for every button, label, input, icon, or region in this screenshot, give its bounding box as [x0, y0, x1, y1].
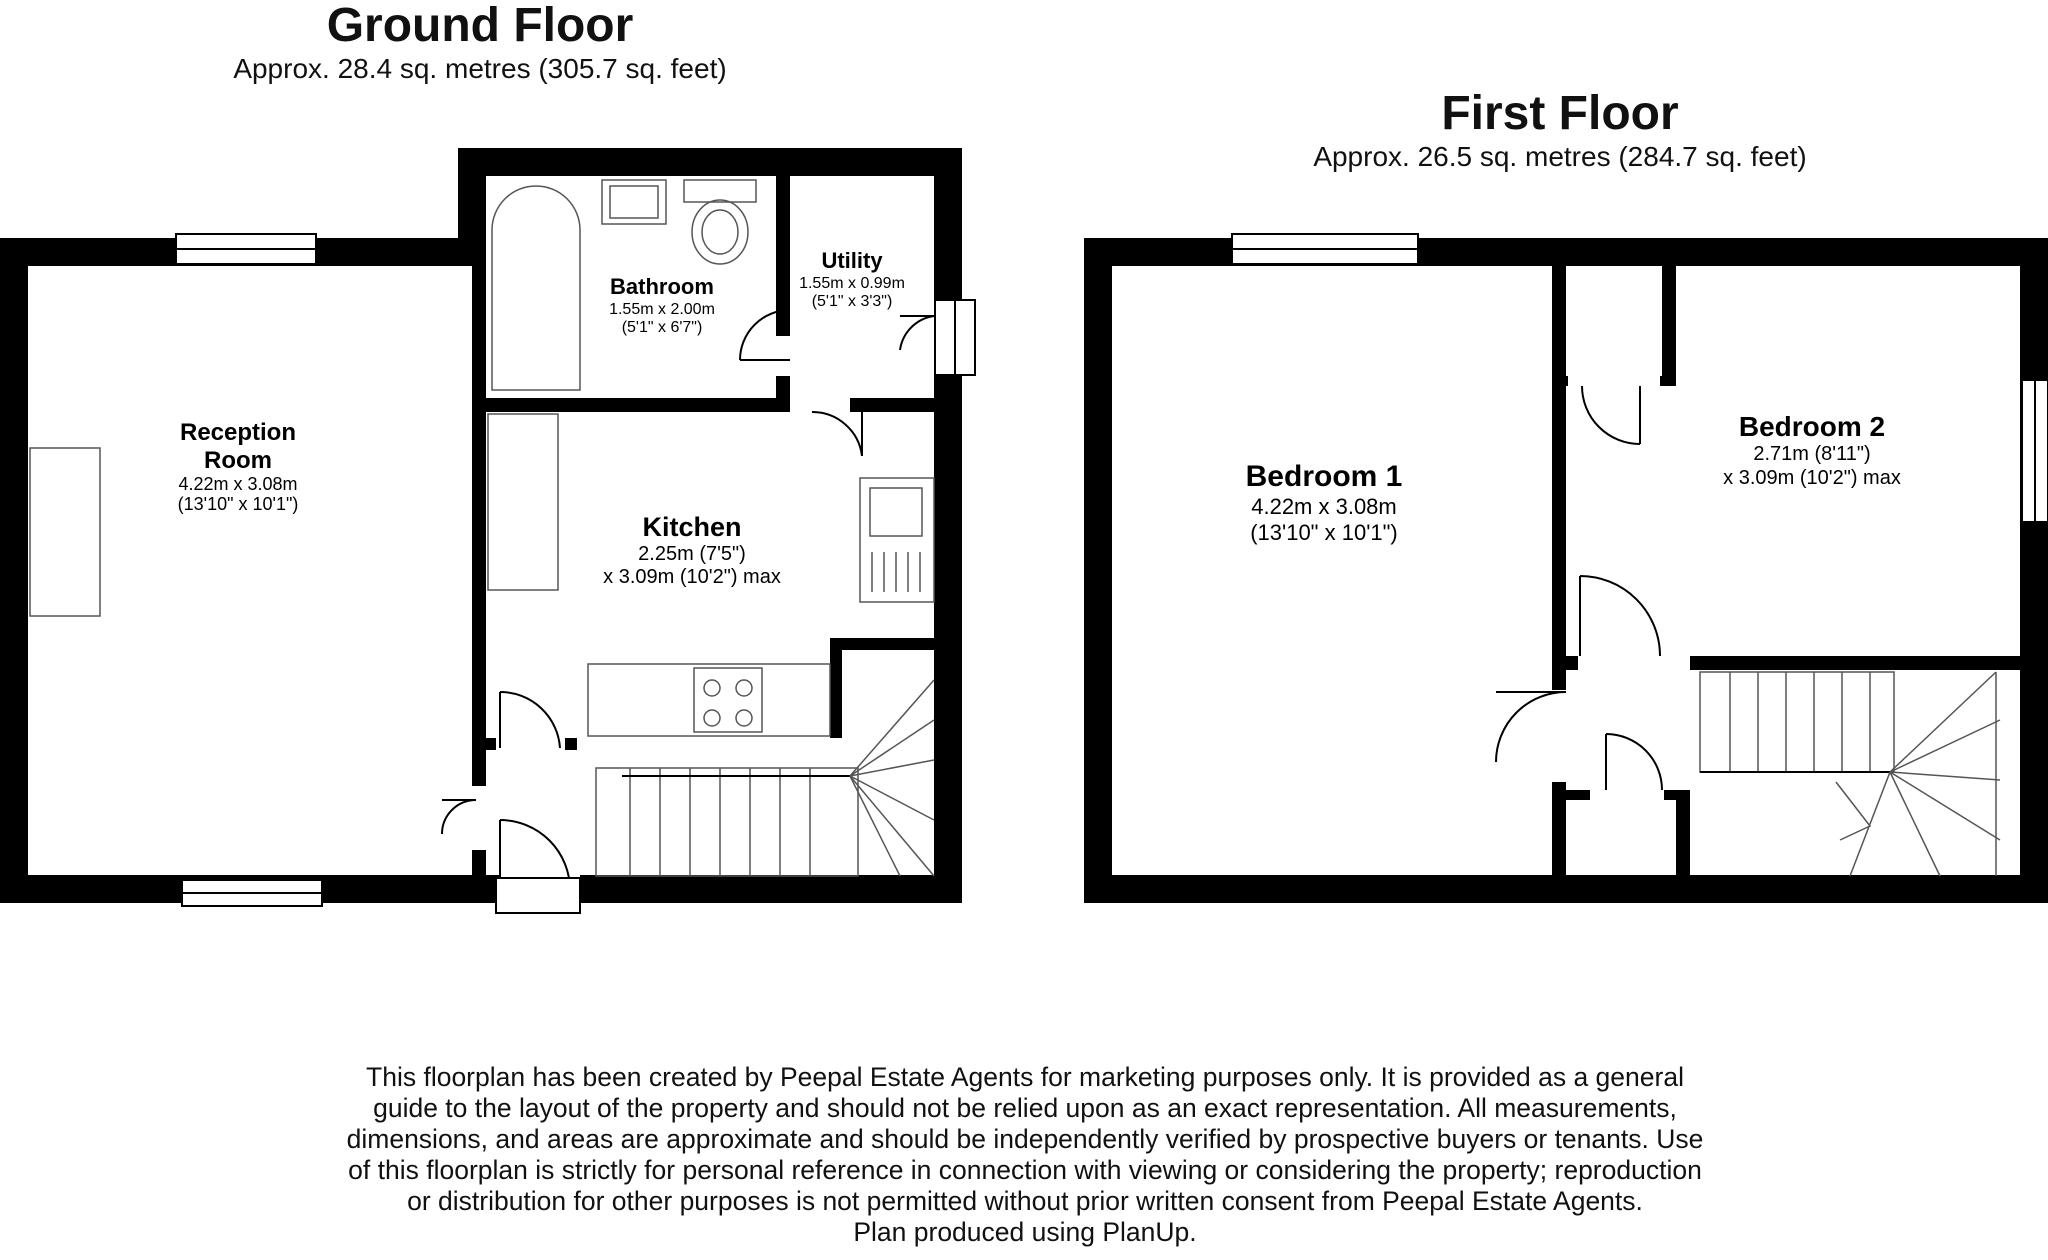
first-floor-doors	[1496, 386, 1662, 790]
first-floor-room-labels	[1246, 411, 1901, 545]
bedroom1-dim-metric: 4.22m x 3.08m	[1251, 494, 1397, 519]
reception-room-name-2: Room	[204, 447, 272, 474]
disclaimer-line-4: of this floorplan is strictly for personal reference in connection with viewing or considering the property; reproduction	[348, 1155, 1702, 1185]
utility-dim-metric: 1.55m x 0.99m	[799, 275, 905, 292]
ground-floor-plan	[0, 148, 975, 913]
reception-room-name-1: Reception	[179, 419, 297, 446]
disclaimer-line-1: This floorplan has been created by Peepal Estate Agents for marketing purposes only. It is provided as a general	[366, 1062, 1684, 1092]
bedroom2-dim-2: x 3.09m (10'2") max	[1723, 467, 1901, 489]
first-floor-walls	[1084, 238, 2048, 903]
utility-name: Utility	[821, 248, 883, 273]
bathroom-name: Bathroom	[610, 274, 714, 299]
reception-room-dim-imperial: (13'10" x 10'1")	[177, 494, 299, 514]
disclaimer-line-2: guide to the layout of the property and should not be relied upon as an exact representation. All measurements,	[373, 1093, 1677, 1123]
first-floor-title: First Floor	[1441, 87, 1679, 140]
disclaimer-line-5: or distribution for other purposes is not permitted without prior written consent from Peepal Estate Agents.	[407, 1186, 1643, 1216]
first-floor-area: Approx. 26.5 sq. metres (284.7 sq. feet)	[1313, 141, 1807, 172]
ground-floor-title: Ground Floor	[326, 0, 634, 52]
bedroom2-dim-1: 2.71m (8'11")	[1753, 443, 1871, 465]
ground-floor-windows	[176, 234, 975, 906]
utility-dim-imperial: (5'1" x 3'3")	[811, 293, 893, 310]
reception-fireplace	[30, 448, 100, 616]
first-floor-stairs	[1700, 672, 2000, 876]
bedroom1-name: Bedroom 1	[1245, 460, 1403, 493]
disclaimer-line-6: Plan produced using PlanUp.	[853, 1217, 1197, 1247]
disclaimer	[250, 1062, 1800, 1248]
bedroom2-name: Bedroom 2	[1738, 411, 1886, 442]
ground-floor-area: Approx. 28.4 sq. metres (305.7 sq. feet)	[233, 53, 727, 84]
ground-floor-walls	[0, 148, 962, 903]
kitchen-dim-2: x 3.09m (10'2") max	[603, 566, 781, 588]
ground-floor-stairs	[596, 680, 934, 876]
kitchen-name: Kitchen	[642, 512, 742, 542]
bathroom-dim-imperial: (5'1" x 6'7")	[621, 319, 703, 336]
bedroom1-dim-imperial: (13'10" x 10'1")	[1250, 520, 1398, 545]
bathroom-dim-metric: 1.55m x 2.00m	[609, 301, 715, 318]
first-floor-plan	[1084, 234, 2048, 903]
ground-floor-room-labels	[178, 248, 905, 588]
reception-room-dim-metric: 4.22m x 3.08m	[178, 474, 298, 494]
kitchen-dim-1: 2.25m (7'5")	[638, 543, 746, 565]
disclaimer-line-3: dimensions, and areas are approximate and should be independently verified by prospective buyers or tenants. Use	[346, 1124, 1704, 1154]
